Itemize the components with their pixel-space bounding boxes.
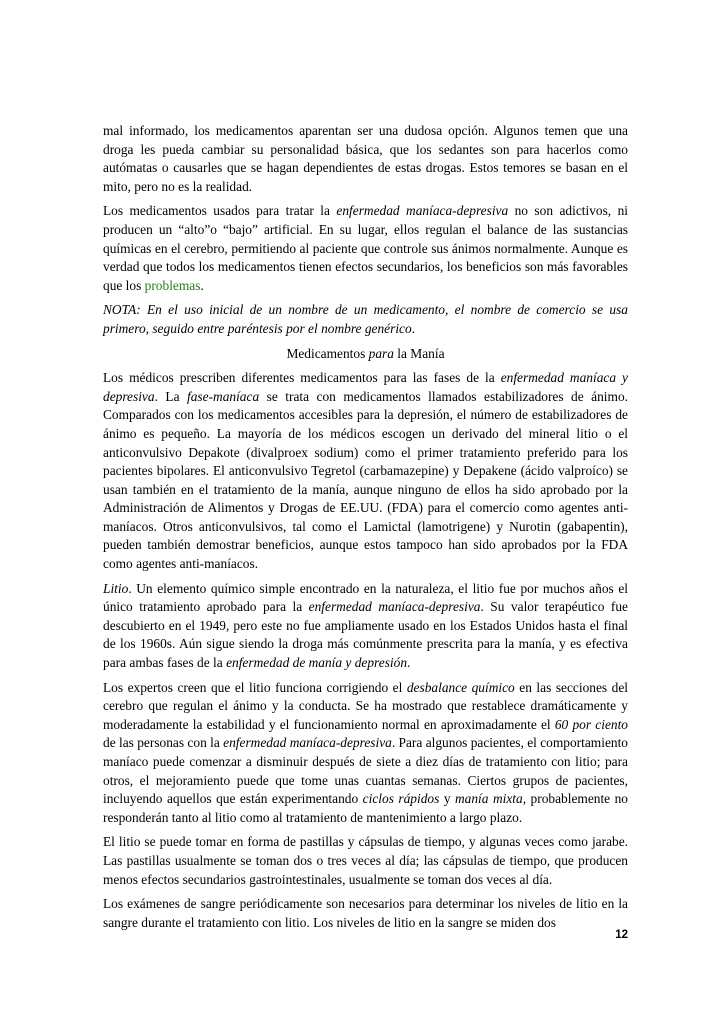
page-number: 12	[615, 929, 628, 941]
italic-term: manía mixta	[455, 791, 523, 807]
text-run: en las secciones del cerebro que regulan el ánimo y la conducta. Se ha mostrado que restablece dramáticamente y moderadamente la estabilidad y el funcionamiento normal en aproximadamente el	[103, 679, 628, 732]
italic-term: 60 por ciento	[554, 716, 628, 732]
italic-term: enfermedad maníaca y depresiva	[103, 370, 628, 404]
paragraph-5	[103, 679, 628, 828]
paragraph-2	[103, 202, 628, 295]
heading-text: Medicamentos	[286, 345, 369, 361]
italic-term: desbalance químico	[406, 679, 515, 695]
italic-term: enfermedad maníaca-depresiva	[308, 599, 481, 615]
italic-term: ciclos rápidos	[362, 791, 440, 807]
text-run: , probablemente no responderán tanto al litio como al tratamiento de mantenimiento a largo plazo.	[103, 791, 628, 825]
text-run: de las personas con la	[103, 735, 224, 751]
paragraph-3	[103, 369, 628, 574]
italic-term: enfermedad maníaca-depresiva	[336, 203, 509, 219]
text-run: . Su valor terapéutico fue descubierto en el 1949, pero este no fue ampliamente usado en los Estados Unidos hasta el final de los 1960s. Aún sigue siendo la droga más comúnmente prescrita para la manía, y es efectiva para ambas fases de la	[103, 599, 628, 671]
heading-italic: para	[368, 345, 394, 361]
text-run: . Para algunos pacientes, el comportamiento maníaco puede comenzar a disminuir después de siete a diez días de tratamiento con litio; para otros, el mejoramiento puede que tome unas cuantas semanas. Ciertos grupos de pacientes, incluyendo aquellos que están experimentando	[103, 735, 628, 807]
text-run: .	[200, 277, 204, 293]
problemas-link[interactable]: problemas	[144, 277, 201, 293]
italic-term: enfermedad maníaca-depresiva	[223, 735, 392, 751]
text-run: . La	[154, 388, 187, 404]
paragraph-1: mal informado, los medicamentos aparentan ser una dudosa opción. Algunos temen que una droga les pueda cambiar su personalidad básica, que los sedantes son para hacerlos como autómatas o causarles que se hagan dependientes de estas drogas. Estos temores se basan en el mito, pero no es la realidad.	[103, 123, 628, 194]
text-run: Los medicamentos usados para tratar la	[103, 203, 337, 219]
text-run: . Un elemento químico simple encontrado en la naturaleza, el litio fue por muchos años el único tratamiento aprobado para la	[103, 580, 628, 615]
text-run: .	[411, 320, 416, 336]
text-run: Los médicos prescriben diferentes medicamentos para las fases de la	[103, 370, 501, 386]
paragraph-4	[103, 580, 628, 673]
italic-term: Litio	[103, 580, 129, 596]
note-text: NOTA: En el uso inicial de un nombre de un medicamento, el nombre de comercio se usa primero, seguido entre paréntesis por el nombre genérico	[103, 302, 628, 336]
text-run: no son adictivos, ni producen un “alto”o “bajo” artificial. En su lugar, ellos regulan el balance de las sustancias químicas en el cerebro, permitiendo al paciente que controle sus ánimos normalmente. Aunque es verdad que todos los medicamentos tienen efectos secundarios, los beneficios son más favorables que los	[103, 203, 628, 293]
note-paragraph	[103, 301, 628, 338]
document-body	[103, 122, 628, 938]
section-heading	[103, 345, 628, 364]
text-run: .	[407, 655, 411, 671]
italic-term: fase-maníaca	[187, 388, 260, 404]
text-run: Los expertos creen que el litio funciona corrigiendo el	[103, 679, 407, 695]
paragraph-7: Los exámenes de sangre periódicamente son necesarios para determinar los niveles de litio en la sangre durante el tratamiento con litio. Los niveles de litio en la sangre se miden dos	[103, 896, 628, 930]
text-run: y	[439, 791, 455, 807]
italic-term: enfermedad de manía y depresión	[226, 655, 408, 671]
text-run: se trata con medicamentos llamados estabilizadores de ánimo. Comparados con los medicamentos accesibles para la depresión, el número de estabilizadores de ánimo es pequeño. La mayoría de los médicos escogen un derivado del mineral litio o el anticonvulsivo Depakote (divalproex sodium) como el primer tratamiento preferido para los pacientes bipolares. El anticonvulsivo Tegretol (carbamazepine) y Depakene (ácido valproíco) se usan también en el tratamiento de la manía, aunque ninguno de ellos ha sido aprobado por la Administración de Alimentos y Drogas de EE.UU. (FDA) para el comercio como agentes anti-maníacos. Otros anticonvulsivos, tal como el Lamictal (lamotrigene) y Nurotin (gabapentin), pueden también demostrar beneficios, aunque estos tampoco han sido aprobados por la FDA como agentes anti-maníacos.	[103, 388, 628, 572]
paragraph-6: El litio se puede tomar en forma de pastillas y cápsulas de tiempo, y algunas veces como jarabe. Las pastillas usualmente se toman dos o tres veces al día; las cápsulas de tiempo, que producen menos efectos secundarios gastrointestinales, usualmente se toman dos veces al día.	[103, 834, 628, 887]
heading-text: la Manía	[393, 345, 445, 361]
